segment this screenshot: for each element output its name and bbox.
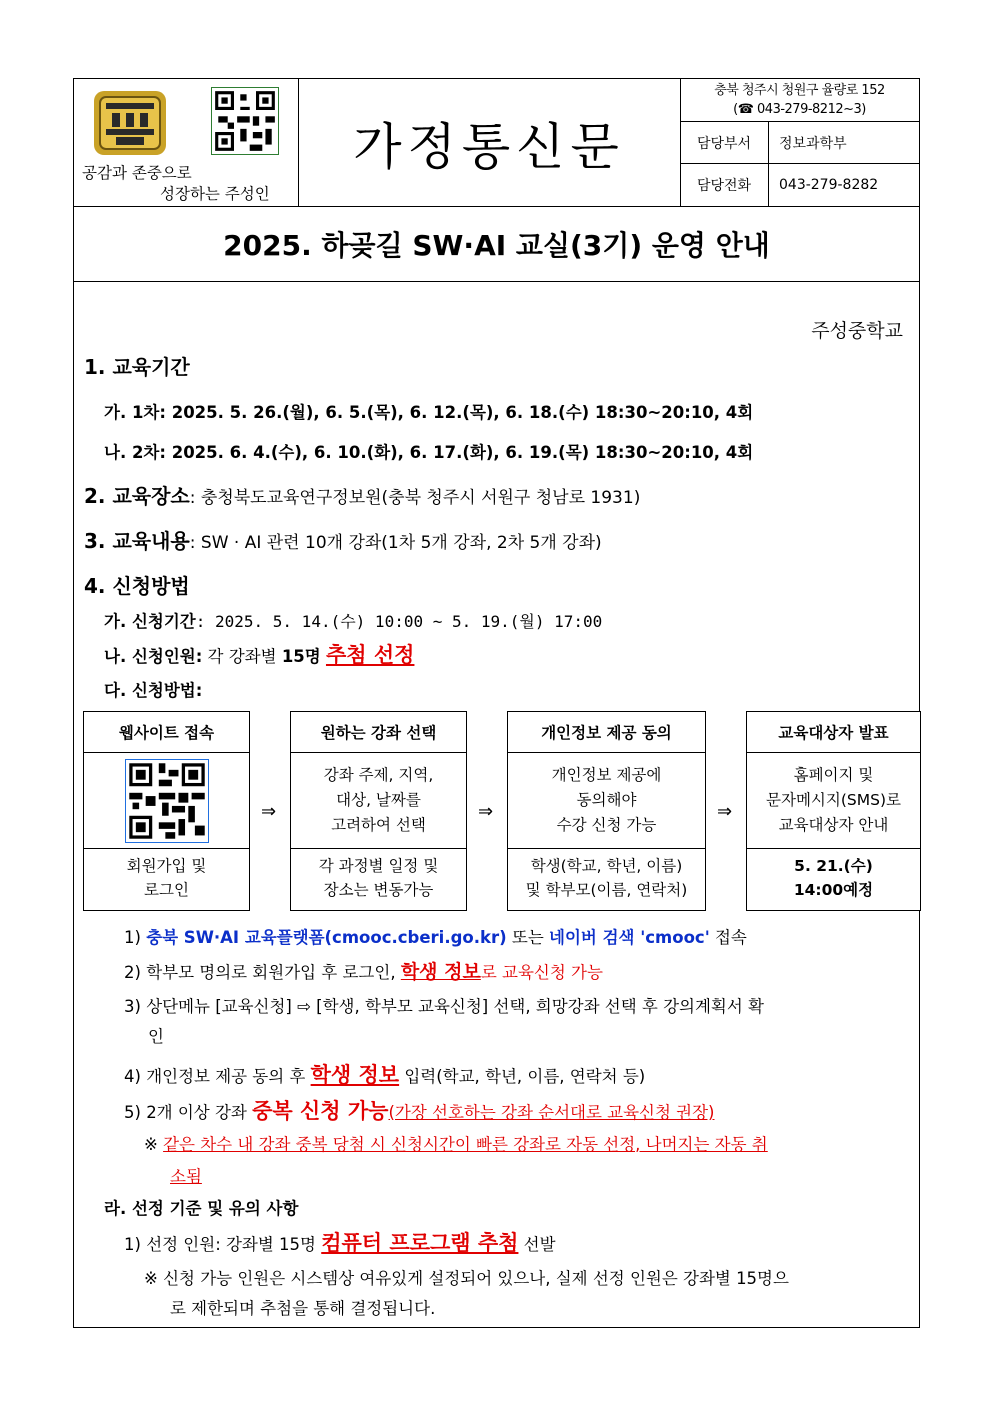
flow-step-title: 원하는 강좌 선택 xyxy=(291,712,466,753)
section-2 xyxy=(84,480,640,509)
step-text: 선정 인원: 강좌별 15명 xyxy=(146,1235,322,1254)
letter-type-title: 가정통신문 xyxy=(298,79,681,206)
section-2-text: : 충청북도교육연구정보원(충북 청주시 서원구 청남로 1931) xyxy=(189,488,641,508)
duplicate-note xyxy=(144,1131,768,1155)
apply-people-pre: 각 강좌별 xyxy=(202,647,282,666)
school-motto xyxy=(82,163,270,205)
duplicate-apply-highlight: 중복 신청 가능 xyxy=(252,1099,389,1123)
flow-step-website xyxy=(83,711,250,911)
apply-people-count: 15명 xyxy=(281,647,321,666)
lottery-highlight: 컴퓨터 프로그램 추첨 xyxy=(321,1231,519,1255)
step-text-red: 로 교육신청 가능 xyxy=(480,963,603,982)
student-info-highlight: 학생 정보 xyxy=(310,1063,400,1087)
school-name: 주성중학교 xyxy=(811,320,903,342)
step-text: 입력(학교, 학년, 이름, 연락처 등) xyxy=(399,1067,646,1086)
step-text: 2개 이상 강좌 xyxy=(146,1103,253,1122)
step-text: 개인정보 제공 동의 후 xyxy=(146,1067,311,1086)
section-2-heading: 2. 교육장소 xyxy=(84,484,190,508)
note-mark: ※ xyxy=(144,1269,158,1288)
step-3 xyxy=(124,993,764,1017)
flow-step-select-course xyxy=(290,711,467,911)
step-text: 접속 xyxy=(709,928,747,947)
flow-step-detail: 홈페이지 및 문자메시지(SMS)로 교육대상자 안내 xyxy=(747,753,920,849)
step-4 xyxy=(124,1059,645,1089)
criteria-heading: 라. 선정 기준 및 유의 사항 xyxy=(104,1199,299,1218)
flow-step-footer: 학생(학교, 학년, 이름) 및 학부모(이름, 연락처) xyxy=(525,856,688,899)
period-second-round: 나. 2차: 2025. 6. 4.(수), 6. 10.(화), 6. 17.(화), 6. 19.(목) 18:30~20:10, 4회 xyxy=(104,443,754,462)
flow-step-qr-area xyxy=(84,753,249,849)
apply-period xyxy=(104,608,602,632)
step-text: 학부모 명의로 회원가입 후 로그인, xyxy=(146,963,401,982)
criteria-note xyxy=(144,1265,789,1289)
period-first-round: 가. 1차: 2025. 5. 26.(월), 6. 5.(목), 6. 12.(목), 6. 18.(수) 18:30~20:10, 4회 xyxy=(104,403,754,422)
qr-code-icon xyxy=(211,87,279,155)
step-text: 상단메뉴 [교육신청] ⇨ [학생, 학부모 교육신청] 선택, 희망강좌 선택 후 강의계획서 확 xyxy=(146,997,764,1016)
flow-step-footer: 각 과정별 일정 및 장소는 변동가능 xyxy=(318,856,439,899)
step-1 xyxy=(124,924,747,948)
school-address: 충북 청주시 청원구 율량로 152 xyxy=(714,83,885,98)
school-logo-icon xyxy=(92,87,168,159)
document-frame xyxy=(73,78,920,1328)
step-number: 2) xyxy=(124,963,141,982)
step-number: 1) xyxy=(124,928,141,947)
apply-period-label: 가. 신청기간 xyxy=(104,612,196,631)
step-5 xyxy=(124,1095,714,1125)
flow-step-title: 개인정보 제공 동의 xyxy=(508,712,705,753)
step-3-wrap: 인 xyxy=(148,1027,164,1046)
flow-step-consent xyxy=(507,711,706,911)
address-block xyxy=(680,79,919,122)
step-text-red: (가장 선호하는 강좌 순서대로 교육신청 권장) xyxy=(388,1103,715,1122)
flow-step-announcement xyxy=(746,711,921,911)
apply-people-label: 나. 신청인원: xyxy=(104,647,203,666)
dept-row xyxy=(680,122,919,164)
naver-search-text: 네이버 검색 'cmooc' xyxy=(549,928,710,947)
platform-link[interactable]: 충북 SW·AI 교육플랫폼(cmooc.cberi.go.kr) xyxy=(146,928,507,947)
section-1-heading: 1. 교육기간 xyxy=(84,355,190,379)
school-emblem-area xyxy=(74,79,299,206)
criteria-1 xyxy=(124,1227,556,1257)
note-mark: ※ xyxy=(144,1135,158,1154)
flow-step-title: 교육대상자 발표 xyxy=(747,712,920,753)
flow-arrow-icon: ⇒ xyxy=(478,801,494,822)
lottery-selection-text: 추첨 선정 xyxy=(325,643,415,667)
letter-header xyxy=(74,79,919,207)
step-number: 1) xyxy=(124,1235,141,1254)
section-3 xyxy=(84,525,602,554)
note-text-wrap: 소됨 xyxy=(170,1167,202,1186)
step-number: 4) xyxy=(124,1067,141,1086)
tel-value: 043-279-8282 xyxy=(779,177,879,193)
dept-value: 정보과학부 xyxy=(779,135,847,152)
tel-label: 담당전화 xyxy=(680,164,769,206)
note-text-wrap: 로 제한되며 추첨을 통해 결정됩니다. xyxy=(170,1299,436,1318)
section-3-text: : SW · AI 관련 10개 강좌(1차 5개 강좌, 2차 5개 강좌) xyxy=(189,533,602,553)
flow-arrow-icon: ⇒ xyxy=(717,801,733,822)
tel-row xyxy=(680,164,919,206)
step-number: 5) xyxy=(124,1103,141,1122)
apply-method-label: 다. 신청방법: xyxy=(104,681,203,700)
flow-step-detail: 강좌 주제, 지역, 대상, 날짜를 고려하여 선택 xyxy=(291,753,466,849)
flow-arrow-icon: ⇒ xyxy=(261,801,277,822)
flow-step-footer: 회원가입 및 로그인 xyxy=(126,856,207,899)
notice-headline: 2025. 하곶길 SW·AI 교실(3기) 운영 안내 xyxy=(74,206,919,282)
cmooc-qr-code-icon xyxy=(125,759,209,843)
contact-info xyxy=(680,79,919,206)
dept-label: 담당부서 xyxy=(680,122,769,163)
note-text: 같은 차수 내 강좌 중복 당첨 시 신청시간이 빠른 강좌로 자동 선정, 나머지는 자동 취 xyxy=(163,1135,768,1154)
section-4-heading: 4. 신청방법 xyxy=(84,574,190,598)
flow-step-detail: 개인정보 제공에 동의해야 수강 신청 가능 xyxy=(508,753,705,849)
apply-period-value: : 2025. 5. 14.(수) 10:00 ~ 5. 19.(월) 17:00 xyxy=(195,612,603,631)
motto-line-1: 공감과 존중으로 xyxy=(82,164,192,182)
motto-line-2: 성장하는 주성인 xyxy=(160,185,270,203)
school-phone: (☎ 043-279-8212~3) xyxy=(733,102,866,117)
step-text: 또는 xyxy=(506,928,550,947)
step-number: 3) xyxy=(124,997,141,1016)
step-text: 선발 xyxy=(518,1235,556,1254)
step-2 xyxy=(124,957,603,984)
section-3-heading: 3. 교육내용 xyxy=(84,529,190,553)
announcement-date: 5. 21.(수) 14:00예정 xyxy=(793,856,874,899)
apply-people xyxy=(104,639,414,669)
note-text: 신청 가능 인원은 시스템상 여유있게 설정되어 있으나, 실제 선정 인원은 강좌별 15명으 xyxy=(163,1269,789,1288)
flow-step-title: 웹사이트 접속 xyxy=(84,712,249,753)
student-info-highlight: 학생 정보 xyxy=(400,961,481,983)
